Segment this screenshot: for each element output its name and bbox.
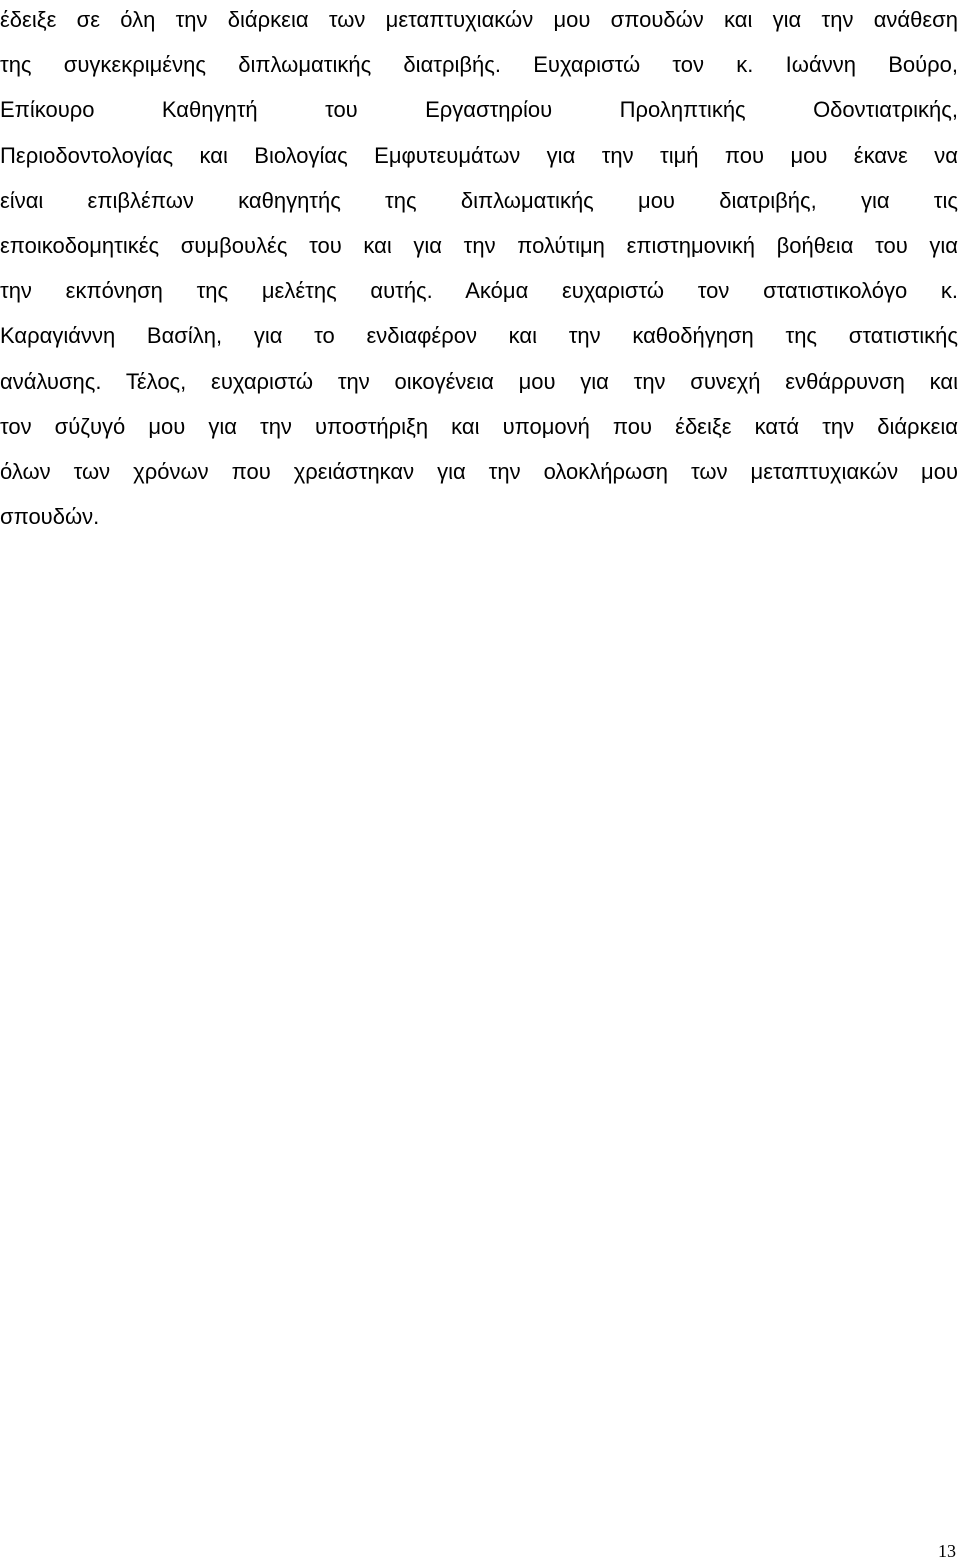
paragraph-line: εποικοδομητικές συμβουλές του και για την πολύτιμη επιστημονική βοήθεια του για xyxy=(0,232,958,258)
paragraph-line: Καραγιάννη Βασίλη, για το ενδιαφέρον και την καθοδήγηση της στατιστικής xyxy=(0,323,958,349)
acknowledgements-paragraph xyxy=(0,0,960,542)
paragraph-line: Περιοδοντολογίας και Βιολογίας Εμφυτευμάτων για την τιμή που μου έκανε να xyxy=(0,142,958,168)
paragraph-line: ανάλυσης. Τέλος, ευχαριστώ την οικογένεια μου για την συνεχή ενθάρρυνση και xyxy=(0,368,958,394)
paragraph-line: της συγκεκριμένης διπλωματικής διατριβής. Ευχαριστώ τον κ. Ιωάννη Βούρο, xyxy=(0,52,958,78)
paragraph-line: είναι επιβλέπων καθηγητής της διπλωματικής μου διατριβής, για τις xyxy=(0,187,958,213)
paragraph-line: σπουδών. xyxy=(0,504,100,530)
paragraph-line: Επίκουρο Καθηγητή του Εργαστηρίου Προληπτικής Οδοντιατρικής, xyxy=(0,97,958,123)
paragraph-line: τον σύζυγό μου για την υποστήριξη και υπομονή που έδειξε κατά την διάρκεια xyxy=(0,413,958,439)
page-number: 13 xyxy=(938,1541,956,1561)
paragraph-line: έδειξε σε όλη την διάρκεια των μεταπτυχιακών μου σπουδών και για την ανάθεση xyxy=(0,7,958,32)
paragraph-line: την εκπόνηση της μελέτης αυτής. Ακόμα ευχαριστώ τον στατιστικολόγο κ. xyxy=(0,278,958,304)
paragraph-line: όλων των χρόνων που χρειάστηκαν για την ολοκλήρωση των μεταπτυχιακών μου xyxy=(0,458,958,484)
